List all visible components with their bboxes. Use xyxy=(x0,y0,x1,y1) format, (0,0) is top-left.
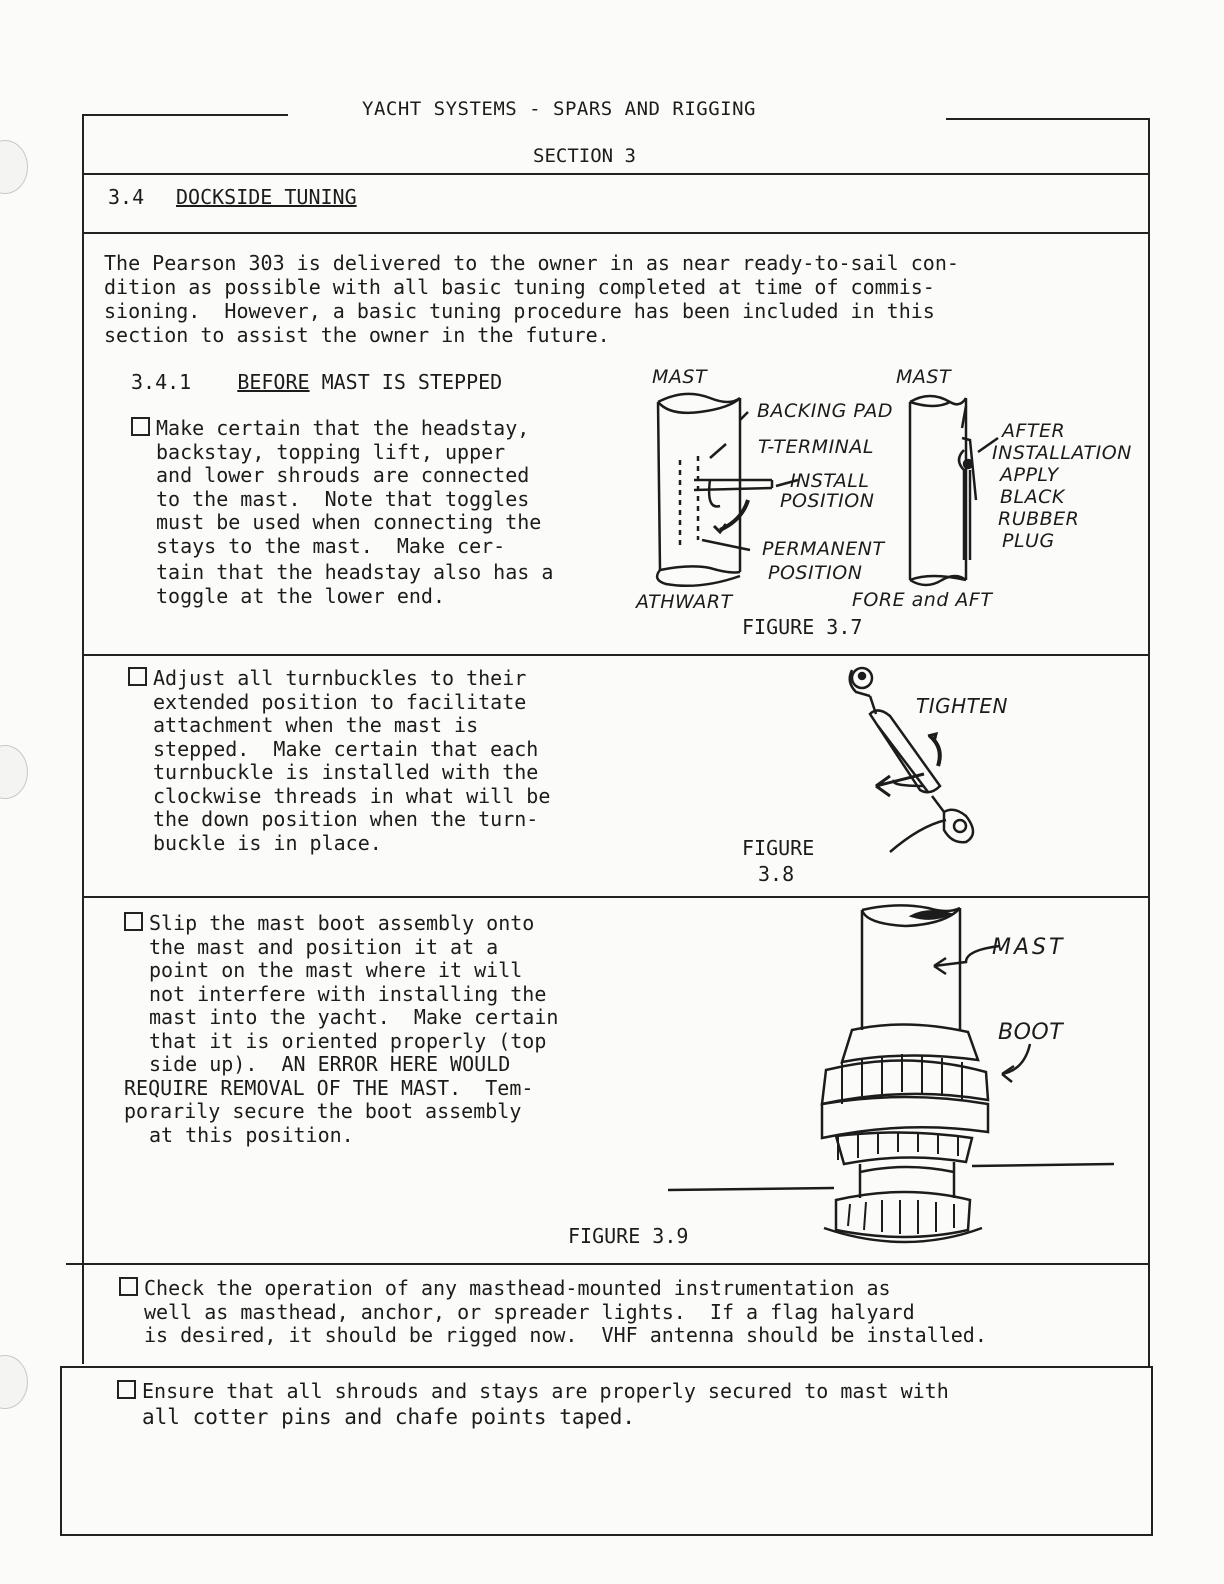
intro-line: sioning. However, a basic tuning procedure has been included in this xyxy=(104,299,935,323)
frame-right xyxy=(1148,118,1150,1366)
item-text: REQUIRE REMOVAL OF THE MAST. Tem- xyxy=(124,1075,534,1100)
item-text: backstay, topping lift, upper xyxy=(156,439,506,464)
item-text: toggle at the lower end. xyxy=(156,583,445,608)
item-text: clockwise threads in what will be xyxy=(153,783,551,808)
label-permanent: PERMANENT xyxy=(762,538,885,560)
item-text: the down position when the turn- xyxy=(153,807,539,831)
checklist-item-3 xyxy=(124,912,558,1147)
section-label: SECTION 3 xyxy=(533,145,636,167)
label-backing-pad: BACKING PAD xyxy=(757,400,893,422)
item-text: side up). AN ERROR HERE WOULD xyxy=(149,1052,511,1076)
item-text: Adjust all turnbuckles to their xyxy=(153,666,527,690)
figure-3-8-caption xyxy=(742,835,814,887)
label-installation: INSTALLATION xyxy=(992,442,1132,464)
item-text: Slip the mast boot assembly onto xyxy=(149,911,535,935)
frame-right-lower xyxy=(1151,1366,1153,1536)
label-black: BLACK xyxy=(1000,486,1065,508)
item-text: attachment when the mast is xyxy=(153,713,479,737)
item-text: all cotter pins and chafe points taped. xyxy=(142,1404,636,1429)
item-text: tain that the headstay also has a xyxy=(156,560,554,584)
frame-left xyxy=(82,114,84,1364)
item-text: buckle is in place. xyxy=(153,830,382,855)
intro-paragraph xyxy=(104,251,959,347)
label-install: INSTALL xyxy=(790,470,870,492)
item-text: the mast and position it at a xyxy=(149,934,499,959)
frame-left-lower xyxy=(60,1366,62,1536)
item-text: turnbuckle is installed with the xyxy=(153,760,539,784)
item-text: at this position. xyxy=(149,1122,354,1147)
rule-bottom xyxy=(62,1534,1152,1536)
label-mast-right: MAST xyxy=(896,366,952,388)
item-text: that it is oriented properly (top xyxy=(149,1028,547,1053)
checklist-item-5 xyxy=(117,1380,949,1429)
label-t-terminal: T-TERMINAL xyxy=(758,436,874,458)
figure-3-8-turnbuckle-sketch xyxy=(820,656,1020,856)
header-rule-left xyxy=(84,114,288,116)
figure-3-8-caption-word: FIGURE xyxy=(742,836,815,860)
running-header: YACHT SYSTEMS - SPARS AND RIGGING xyxy=(362,98,756,120)
label-install-position xyxy=(780,470,875,512)
rule-heading xyxy=(84,232,1150,234)
subsection-heading xyxy=(131,371,502,395)
label-after-installation xyxy=(992,420,1132,552)
label-mast-left: MAST xyxy=(652,366,708,388)
checklist-item-1 xyxy=(131,417,553,608)
item-text: Make certain that the headstay, xyxy=(156,416,530,440)
intro-line: The Pearson 303 is delivered to the owner in as near ready-to-sail con- xyxy=(104,251,959,275)
figure-3-8-caption-number: 3.8 xyxy=(758,862,795,886)
rule-section xyxy=(84,173,1150,175)
item-text: and lower shrouds are connected xyxy=(156,463,530,487)
checklist-item-4 xyxy=(119,1277,987,1348)
figure-3-9-caption: FIGURE 3.9 xyxy=(568,1224,689,1248)
label-apply: APPLY xyxy=(1000,464,1059,486)
item-text: porarily secure the boot assembly xyxy=(124,1099,522,1123)
item-text: well as masthead, anchor, or spreader lights. If a flag halyard xyxy=(144,1299,915,1324)
label-athwart: ATHWART xyxy=(636,591,733,613)
label-permanent-position xyxy=(762,537,885,585)
label-plug: PLUG xyxy=(1002,530,1055,552)
item-text: not interfere with installing the xyxy=(149,981,547,1006)
item-text: must be used when connecting the xyxy=(156,510,542,534)
rule-item3 xyxy=(66,1263,1150,1265)
heading-number: 3.4 xyxy=(108,185,145,209)
item-text: extended position to facilitate xyxy=(153,689,527,714)
checkbox[interactable] xyxy=(124,912,143,931)
label-permanent-position-word: POSITION xyxy=(768,562,863,584)
subsection-title-underlined: BEFORE xyxy=(237,370,310,394)
checkbox[interactable] xyxy=(119,1277,138,1296)
heading-title: DOCKSIDE TUNING xyxy=(176,185,357,209)
rule-item4 xyxy=(62,1366,1152,1368)
header-rule-right xyxy=(946,118,1150,120)
punch-hole-top xyxy=(0,140,28,194)
checkbox[interactable] xyxy=(117,1380,136,1399)
subsection-title-rest: MAST IS STEPPED xyxy=(309,370,503,394)
intro-line: dition as possible with all basic tuning completed at time of commis- xyxy=(104,275,935,299)
checkbox[interactable] xyxy=(131,417,150,436)
item-text: point on the mast where it will xyxy=(149,958,523,982)
item-text: stays to the mast. Make cer- xyxy=(156,533,506,558)
punch-hole-bottom xyxy=(0,1355,28,1409)
item-text: Ensure that all shrouds and stays are properly secured to mast with xyxy=(142,1379,949,1403)
item-text: to the mast. Note that toggles xyxy=(156,486,530,511)
item-text: Check the operation of any masthead-mounted instrumentation as xyxy=(144,1276,891,1300)
label-after: AFTER xyxy=(1002,420,1066,442)
label-tighten: TIGHTEN xyxy=(916,694,1008,718)
checkbox[interactable] xyxy=(128,667,147,686)
label-fore-aft: FORE and AFT xyxy=(852,589,993,611)
checklist-item-2 xyxy=(128,667,550,855)
item-text: mast into the yacht. Make certain xyxy=(149,1005,559,1029)
intro-line: section to assist the owner in the future. xyxy=(104,323,610,347)
label-install-position-word: POSITION xyxy=(780,490,875,512)
label-rubber: RUBBER xyxy=(998,508,1080,530)
rule-item2 xyxy=(84,896,1150,898)
label-mast-boot-fig: MAST xyxy=(992,935,1066,960)
figure-3-7-caption: FIGURE 3.7 xyxy=(742,615,863,639)
mast-fore-aft-sketch xyxy=(910,396,998,585)
punch-hole-middle xyxy=(0,745,28,799)
item-text: is desired, it should be rigged now. VHF antenna should be installed. xyxy=(144,1323,987,1347)
label-boot: BOOT xyxy=(998,1020,1064,1045)
item-text: stepped. Make certain that each xyxy=(153,736,539,761)
subsection-number: 3.4.1 xyxy=(131,370,192,394)
